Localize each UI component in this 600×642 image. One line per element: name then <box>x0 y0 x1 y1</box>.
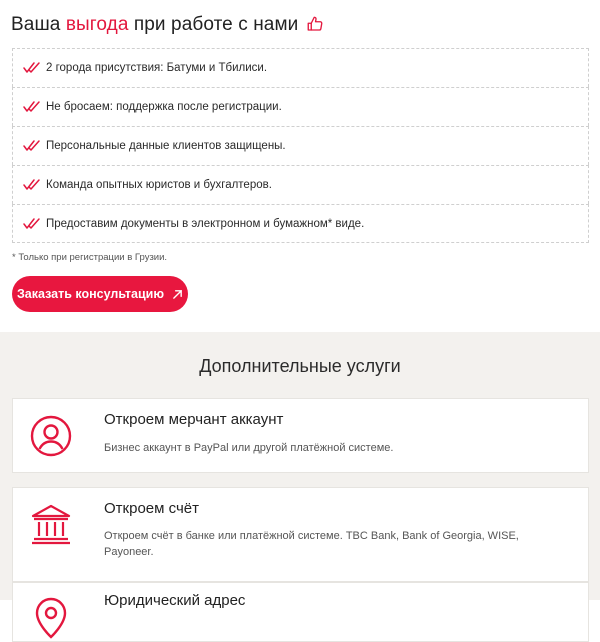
button-label: Заказать консультацию <box>16 287 165 301</box>
title-accent: выгода <box>65 14 129 35</box>
location-pin-icon <box>29 596 73 640</box>
card-title: Откроем мерчант аккаунт <box>104 411 284 428</box>
title-text-end: при работе с нами <box>128 14 299 35</box>
benefit-text: 2 города присутствия: Батуми и Тбилиси. <box>46 62 268 74</box>
order-consultation-button[interactable] <box>12 276 188 312</box>
benefit-text: Не бросаем: поддержка после регистрации. <box>46 101 282 113</box>
service-card-merchant[interactable] <box>12 398 589 473</box>
list-item <box>12 204 589 243</box>
double-check-icon <box>23 218 43 230</box>
double-check-icon <box>23 101 43 113</box>
card-description: Откроем счёт в банке или платёжной системе. TBC Bank, Bank of Georgia, WISE, Payoneer. <box>104 530 519 558</box>
section-title: Дополнительные услуги <box>199 356 401 376</box>
double-check-icon <box>23 62 43 74</box>
card-title: Откроем счёт <box>104 500 199 517</box>
arrow-up-right-icon <box>172 289 183 300</box>
benefit-text: Персональные данные клиентов защищены. <box>46 140 286 152</box>
card-title: Юридический адрес <box>104 592 246 609</box>
double-check-icon <box>23 179 43 191</box>
benefits-list <box>12 48 589 243</box>
benefit-text: Предоставим документы в электронном и бумажном* виде. <box>46 217 365 230</box>
footnote: * Только при регистрации в Грузии. <box>12 252 168 263</box>
card-description: Бизнес аккаунт в PayPal или другой платёжной системе. <box>104 442 394 454</box>
thumbs-up-icon <box>306 15 324 33</box>
list-item <box>12 87 589 126</box>
service-card-account[interactable] <box>12 487 589 582</box>
benefit-text: Команда опытных юристов и бухгалтеров. <box>46 179 272 191</box>
additional-services-section <box>0 332 600 609</box>
page-title <box>11 14 324 36</box>
user-circle-icon <box>29 414 73 458</box>
service-card-address[interactable] <box>12 582 589 642</box>
title-text: Ваша <box>11 14 66 35</box>
list-item <box>12 165 589 204</box>
list-item <box>12 48 589 87</box>
bank-icon <box>29 502 73 546</box>
double-check-icon <box>23 140 43 152</box>
list-item <box>12 126 589 165</box>
